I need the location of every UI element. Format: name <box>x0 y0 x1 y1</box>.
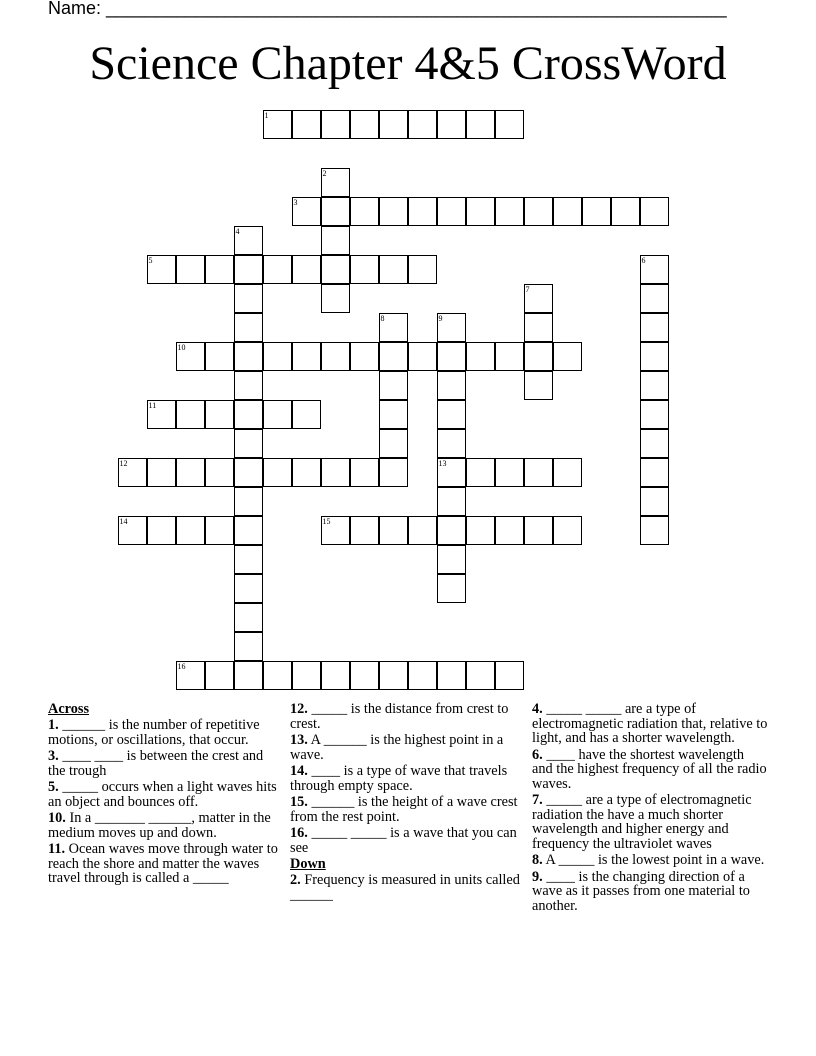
grid-cell[interactable] <box>524 313 553 342</box>
page-title: Science Chapter 4&5 CrossWord <box>89 37 727 90</box>
grid-cell[interactable] <box>379 197 408 226</box>
cell-number: 16 <box>177 662 186 671</box>
grid-cell[interactable] <box>408 516 437 545</box>
grid-cell[interactable] <box>379 516 408 545</box>
clue-across-10: 10. In a _______ ______, matter in the medium moves up and down. <box>48 810 271 841</box>
grid-cell[interactable] <box>437 371 466 400</box>
grid-cell[interactable] <box>495 342 524 371</box>
grid-cell[interactable] <box>321 342 350 371</box>
cell-number: 1 <box>264 111 269 120</box>
cell-number: 14 <box>119 517 128 526</box>
grid-cell[interactable] <box>234 429 263 458</box>
clue-down-4: 4. _____ _____ are a type of electromagnetic radiation that, relative to light, and has a shorter wavelength. <box>532 701 768 746</box>
grid-cell[interactable] <box>292 110 321 139</box>
grid-cell[interactable] <box>379 661 408 690</box>
grid-cell[interactable] <box>234 400 263 429</box>
grid-cell[interactable] <box>408 661 437 690</box>
grid-cell[interactable] <box>437 197 466 226</box>
grid-cell[interactable] <box>437 487 466 516</box>
grid-cell[interactable] <box>292 400 321 429</box>
cell-number: 3 <box>293 198 298 207</box>
grid-cell[interactable] <box>147 458 176 487</box>
clue-across-11: 11. Ocean waves move through water to reach the shore and matter the waves travel through is called a _____ <box>48 841 278 886</box>
grid-cell[interactable] <box>234 516 263 545</box>
grid-cell[interactable] <box>321 661 350 690</box>
grid-cell[interactable] <box>640 458 669 487</box>
grid-cell[interactable] <box>466 342 495 371</box>
clue-down-2: 2. Frequency is measured in units called ______ <box>290 872 520 903</box>
grid-cell[interactable] <box>495 516 524 545</box>
grid-cell[interactable] <box>408 255 437 284</box>
clue-down-7: 7. _____ are a type of electromagnetic radiation the have a much shorter wavelength and higher energy and frequency the ultraviolet waves <box>532 792 752 852</box>
clue-across-16: 16. _____ _____ is a wave that you can see <box>290 825 517 856</box>
grid-cell[interactable] <box>234 371 263 400</box>
grid-cell[interactable] <box>379 110 408 139</box>
grid-cell[interactable] <box>437 429 466 458</box>
grid-cell[interactable] <box>234 458 263 487</box>
cell-number: 10 <box>177 343 186 352</box>
grid-cell[interactable] <box>292 661 321 690</box>
grid-cell[interactable] <box>292 458 321 487</box>
grid-cell[interactable] <box>437 400 466 429</box>
grid-cell[interactable] <box>437 516 466 545</box>
grid-cell[interactable] <box>350 342 379 371</box>
grid-cell[interactable] <box>234 487 263 516</box>
grid-cell[interactable] <box>640 400 669 429</box>
grid-cell[interactable] <box>553 516 582 545</box>
grid-cell[interactable] <box>321 168 350 197</box>
grid-cell[interactable] <box>408 342 437 371</box>
clues-column-3 <box>532 702 768 915</box>
grid-cell[interactable] <box>408 110 437 139</box>
grid-cell[interactable] <box>437 574 466 603</box>
grid-cell[interactable] <box>379 429 408 458</box>
grid-cell[interactable] <box>147 516 176 545</box>
grid-cell[interactable] <box>321 197 350 226</box>
grid-cell[interactable] <box>524 284 553 313</box>
grid-cell[interactable] <box>611 197 640 226</box>
cell-number: 4 <box>235 227 240 236</box>
grid-cell[interactable] <box>321 110 350 139</box>
grid-cell[interactable] <box>379 342 408 371</box>
grid-cell[interactable] <box>640 371 669 400</box>
clue-across-13: 13. A ______ is the highest point in a wave. <box>290 732 504 763</box>
grid-cell[interactable] <box>263 661 292 690</box>
grid-cell[interactable] <box>205 342 234 371</box>
grid-cell[interactable] <box>524 458 553 487</box>
grid-cell[interactable] <box>205 661 234 690</box>
grid-cell[interactable] <box>205 458 234 487</box>
grid-cell[interactable] <box>176 458 205 487</box>
grid-cell[interactable] <box>466 516 495 545</box>
grid-cell[interactable] <box>466 661 495 690</box>
grid-cell[interactable] <box>234 661 263 690</box>
grid-cell[interactable] <box>466 197 495 226</box>
grid-cell[interactable] <box>466 110 495 139</box>
clue-across-15: 15. ______ is the height of a wave crest from the rest point. <box>290 794 518 825</box>
grid-cell[interactable] <box>640 487 669 516</box>
grid-cell[interactable] <box>437 313 466 342</box>
grid-cell[interactable] <box>263 458 292 487</box>
grid-cell[interactable] <box>234 574 263 603</box>
grid-cell[interactable] <box>379 313 408 342</box>
cell-number: 5 <box>148 256 153 265</box>
grid-cell[interactable] <box>321 284 350 313</box>
grid-cell[interactable] <box>553 197 582 226</box>
grid-cell[interactable] <box>437 545 466 574</box>
clue-across-14: 14. ____ is a type of wave that travels through empty space. <box>290 763 508 794</box>
grid-cell[interactable] <box>553 342 582 371</box>
grid-cell[interactable] <box>640 255 669 284</box>
grid-cell[interactable] <box>205 400 234 429</box>
grid-cell[interactable] <box>234 255 263 284</box>
grid-cell[interactable] <box>176 661 205 690</box>
clues-column-1 <box>48 702 280 888</box>
grid-cell[interactable] <box>350 197 379 226</box>
grid-cell[interactable] <box>118 458 147 487</box>
cell-number: 11 <box>148 401 157 410</box>
grid-cell[interactable] <box>350 661 379 690</box>
grid-cell[interactable] <box>466 458 495 487</box>
grid-cell[interactable] <box>495 110 524 139</box>
cell-number: 13 <box>438 459 447 468</box>
grid-cell[interactable] <box>292 255 321 284</box>
grid-cell[interactable] <box>379 458 408 487</box>
grid-cell[interactable] <box>205 255 234 284</box>
grid-cell[interactable] <box>640 429 669 458</box>
grid-cell[interactable] <box>640 197 669 226</box>
clue-across-5: 5. _____ occurs when a light waves hits an object and bounces off. <box>48 779 277 810</box>
cell-number: 9 <box>438 314 443 323</box>
grid-cell[interactable] <box>640 516 669 545</box>
clues-column-2 <box>290 702 522 904</box>
grid-cell[interactable] <box>350 110 379 139</box>
grid-cell[interactable] <box>321 516 350 545</box>
grid-cell[interactable] <box>234 284 263 313</box>
grid-cell[interactable] <box>234 603 263 632</box>
grid-cell[interactable] <box>234 632 263 661</box>
grid-cell[interactable] <box>321 255 350 284</box>
grid-cell[interactable] <box>263 255 292 284</box>
grid-cell[interactable] <box>292 197 321 226</box>
grid-cell[interactable] <box>640 284 669 313</box>
clue-down-8: 8. A _____ is the lowest point in a wave. <box>532 852 765 868</box>
grid-cell[interactable] <box>350 458 379 487</box>
cell-number: 8 <box>380 314 385 323</box>
grid-cell[interactable] <box>176 342 205 371</box>
grid-cell[interactable] <box>553 458 582 487</box>
grid-cell[interactable] <box>408 197 437 226</box>
across-heading: Across <box>48 701 90 717</box>
grid-cell[interactable] <box>263 400 292 429</box>
clue-down-6: 6. ____ have the shortest wavelength and the highest frequency of all the radio waves. <box>532 746 767 792</box>
grid-cell[interactable] <box>379 255 408 284</box>
grid-cell[interactable] <box>263 110 292 139</box>
grid-cell[interactable] <box>379 400 408 429</box>
clue-down-9: 9. ____ is the changing direction of a wave as it passes from one material to another. <box>532 868 750 914</box>
grid-cell[interactable] <box>176 516 205 545</box>
grid-cell[interactable] <box>524 342 553 371</box>
grid-cell[interactable] <box>582 197 611 226</box>
grid-cell[interactable] <box>263 342 292 371</box>
grid-cell[interactable] <box>437 110 466 139</box>
down-heading: Down <box>290 856 326 872</box>
grid-cell[interactable] <box>495 458 524 487</box>
grid-cell[interactable] <box>437 661 466 690</box>
grid-cell[interactable] <box>234 313 263 342</box>
cell-number: 15 <box>322 517 331 526</box>
grid-cell[interactable] <box>234 342 263 371</box>
grid-cell[interactable] <box>524 197 553 226</box>
clue-across-1: 1. ______ is the number of repetitive motions, or oscillations, that occur. <box>48 717 260 748</box>
cell-number: 7 <box>525 285 530 294</box>
grid-cell[interactable] <box>176 400 205 429</box>
grid-cell[interactable] <box>176 255 205 284</box>
grid-cell[interactable] <box>495 661 524 690</box>
grid-cell[interactable] <box>234 545 263 574</box>
grid-cell[interactable] <box>350 255 379 284</box>
grid-cell[interactable] <box>147 255 176 284</box>
grid-cell[interactable] <box>640 342 669 371</box>
grid-cell[interactable] <box>234 226 263 255</box>
cell-number: 12 <box>119 459 128 468</box>
name-line: Name: ______________________________________________________________ <box>48 0 727 18</box>
grid-cell[interactable] <box>147 400 176 429</box>
grid-cell[interactable] <box>495 197 524 226</box>
cell-number: 6 <box>641 256 646 265</box>
grid-cell[interactable] <box>640 313 669 342</box>
grid-cell[interactable] <box>321 226 350 255</box>
grid-cell[interactable] <box>379 371 408 400</box>
grid-cell[interactable] <box>524 371 553 400</box>
grid-cell[interactable] <box>292 342 321 371</box>
grid-cell[interactable] <box>118 516 147 545</box>
grid-cell[interactable] <box>524 516 553 545</box>
grid-cell[interactable] <box>437 342 466 371</box>
grid-cell[interactable] <box>205 516 234 545</box>
clue-across-3: 3. ____ ____ is between the crest and the trough <box>48 748 264 779</box>
grid-cell[interactable] <box>350 516 379 545</box>
grid-cell[interactable] <box>321 458 350 487</box>
clue-across-12: 12. _____ is the distance from crest to crest. <box>290 701 509 732</box>
grid-cell[interactable] <box>437 458 466 487</box>
cell-number: 2 <box>322 169 327 178</box>
